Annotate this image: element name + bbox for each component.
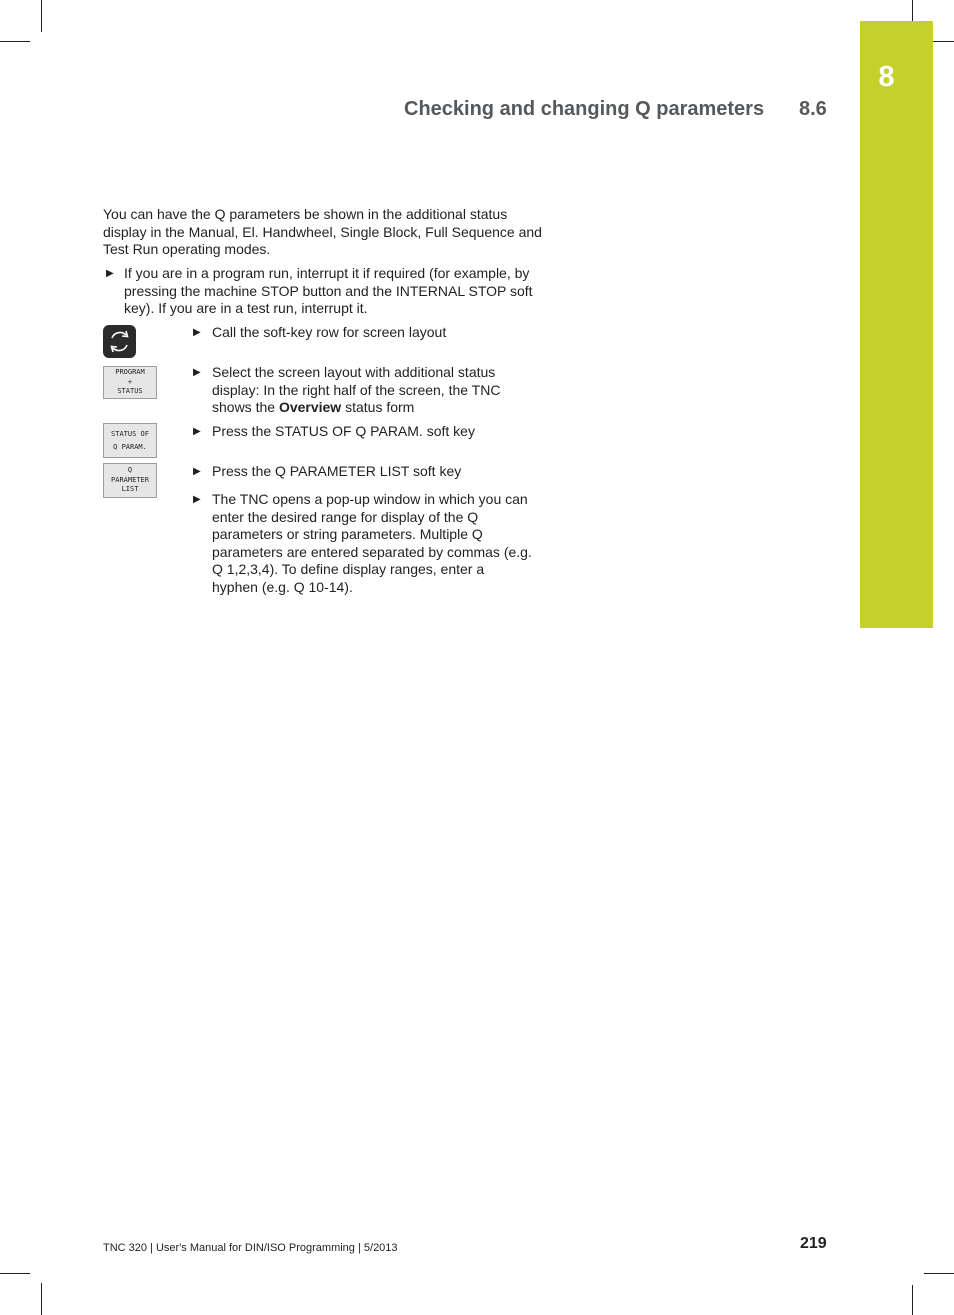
screen-layout-key-icon: [103, 325, 136, 358]
step-text: Call the soft-key row for screen layout: [212, 324, 447, 340]
triangle-right-icon: ▶: [193, 466, 201, 477]
triangle-right-icon: ▶: [106, 268, 114, 279]
chapter-tab: [860, 21, 933, 628]
program-status-softkey[interactable]: [103, 366, 157, 399]
intro-paragraph: You can have the Q parameters be shown in the additional status display in the Manual, El. Handwheel, Single Block, Full Sequence and Test Run operating modes.: [103, 206, 542, 258]
step-text: [212, 364, 532, 417]
softkey-line: PROGRAM: [115, 368, 145, 377]
softkey-line: Q: [127, 466, 133, 475]
triangle-right-icon: ▶: [193, 327, 201, 338]
page-number: 219: [800, 1235, 827, 1252]
chapter-number: 8: [878, 61, 895, 93]
status-of-q-param-softkey[interactable]: [103, 423, 157, 458]
step-text: Press the STATUS OF Q PARAM. soft key: [212, 423, 475, 439]
crop-mark: [912, 0, 913, 21]
q-parameter-list-softkey[interactable]: [103, 463, 157, 498]
triangle-right-icon: ▶: [193, 426, 201, 437]
crop-mark: [924, 1273, 954, 1274]
step-text: The TNC opens a pop-up window in which you can enter the desired range for display of the Q parameters or string parameters. Multiple Q parameters are entered separated by commas (e.g. Q 1,2,3,4). To define display ranges, enter a hyphen (e.g. Q 10-14).: [212, 491, 532, 595]
bullet-text: If you are in a program run, interrupt it if required (for example, by pressing the machine STOP button and the INTERNAL STOP soft key). If you are in a test run, interrupt it.: [124, 265, 533, 317]
crop-mark: [0, 1273, 30, 1274]
softkey-line: LIST: [121, 485, 139, 494]
crop-mark: [41, 1283, 42, 1315]
triangle-right-icon: ▶: [193, 367, 201, 378]
step-text: Press the Q PARAMETER LIST soft key: [212, 463, 462, 479]
section-title: Checking and changing Q parameters: [404, 98, 765, 120]
step-text-part: Select the screen layout with additional status display: In the right half of the screen, the TNC shows the: [212, 364, 501, 416]
step-text-part: status form: [341, 399, 415, 416]
crop-mark: [933, 41, 954, 42]
softkey-line: STATUS OF: [111, 429, 149, 438]
softkey-line: STATUS: [117, 387, 143, 396]
crop-mark: [41, 0, 42, 32]
triangle-right-icon: ▶: [193, 494, 201, 505]
overview-label: Overview: [278, 399, 342, 416]
softkey-line: PARAMETER: [111, 475, 149, 484]
section-number: 8.6: [799, 98, 827, 120]
softkey-line: Q PARAM.: [113, 442, 147, 451]
crop-mark: [0, 41, 30, 42]
footer-text: TNC 320 | User's Manual for DIN/ISO Programming | 5/2013: [103, 1242, 398, 1254]
softkey-line: +: [127, 377, 133, 386]
crop-mark: [912, 1285, 913, 1315]
page-header: [404, 98, 834, 126]
